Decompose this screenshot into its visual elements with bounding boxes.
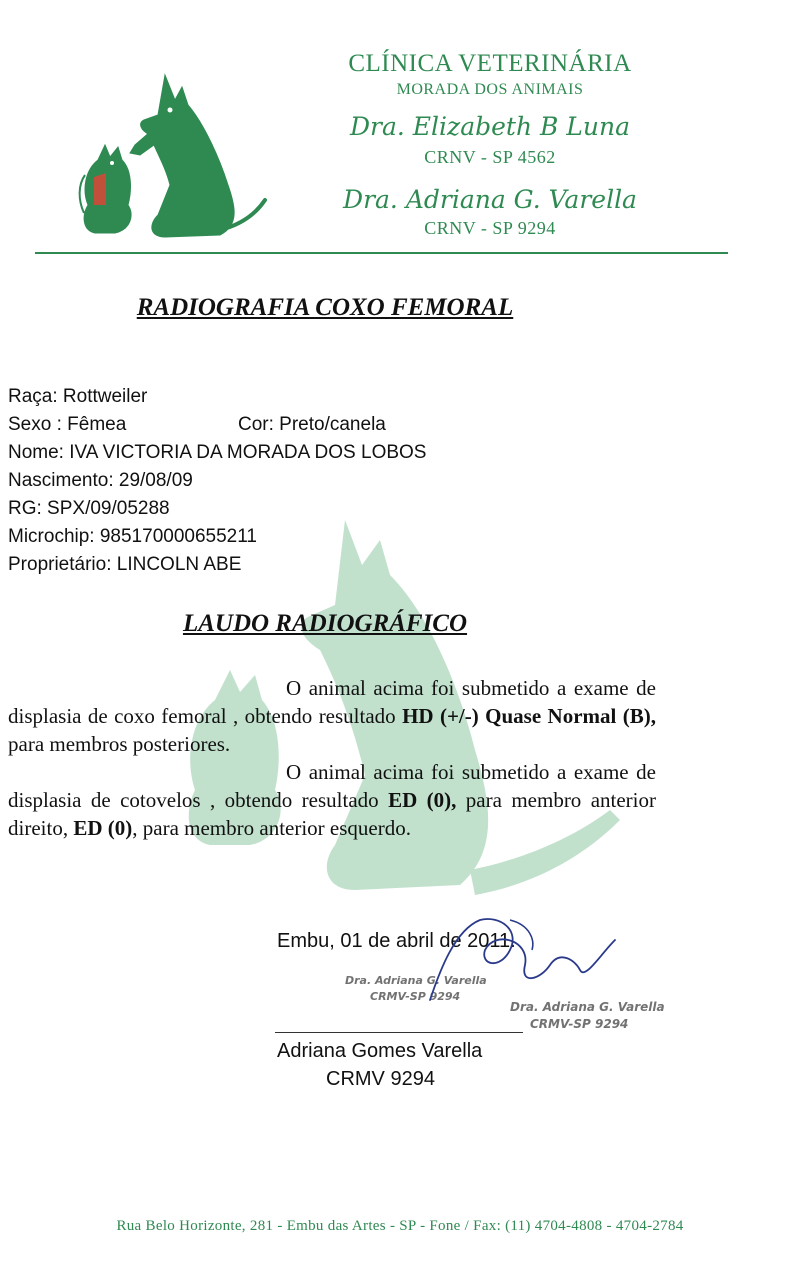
stamp-1-line-2: CRMV-SP 9294 [370, 990, 461, 1003]
laudo-title: LAUDO RADIOGRÁFICO [182, 610, 468, 637]
handwritten-signature [400, 910, 630, 1030]
footer-address: Rua Belo Horizonte, 281 - Embu das Artes - SP - Fone / Fax: (11) 4704-4808 - 4704-2784 [116, 1218, 684, 1234]
clinic-name: CLÍNICA VETERINÁRIA [348, 50, 632, 77]
p2-result-left: ED (0) [73, 816, 133, 840]
p1-result: HD (+/-) Quase Normal (B), [402, 704, 656, 728]
p2-result-right: ED (0), [388, 788, 457, 812]
place-date: Embu, 01 de abril de 2011. [277, 930, 516, 952]
p1-text-b: para membros posteriores. [8, 732, 231, 756]
p2-text-b: para membro anterior direito, [8, 788, 657, 840]
doctor-2-registration: CRNV - SP 9294 [424, 218, 556, 238]
color-line: Cor: Preto/canela [238, 414, 386, 435]
dog-and-cat-logo-icon [70, 65, 295, 245]
signer-registration: CRMV 9294 [326, 1068, 435, 1090]
signature-line [275, 1032, 523, 1033]
owner-line: Proprietário: LINCOLN ABE [8, 554, 242, 575]
rg-line: RG: SPX/09/05288 [8, 498, 170, 519]
signer-name: Adriana Gomes Varella [277, 1040, 483, 1062]
sex-line: Sexo : Fêmea [8, 414, 127, 435]
doctor-2-signature: Dra. Adriana G. Varella [343, 185, 637, 214]
report-title: RADIOGRAFIA COXO FEMORAL [136, 294, 514, 321]
doctor-1-registration: CRNV - SP 4562 [424, 147, 556, 167]
clinic-subtitle: MORADA DOS ANIMAIS [396, 81, 584, 98]
laudo-paragraph-2 [8, 758, 656, 842]
stamp-1-line-1: Dra. Adriana G. Varella [345, 974, 487, 987]
p2-text-c: , para membro anterior esquerdo. [132, 816, 411, 840]
microchip-line: Microchip: 985170000655211 [8, 526, 257, 547]
header-divider [35, 252, 728, 254]
stamp-2-line-1: Dra. Adriana G. Varella [510, 1000, 665, 1014]
breed-line: Raça: Rottweiler [8, 386, 148, 407]
name-line: Nome: IVA VICTORIA DA MORADA DOS LOBOS [8, 442, 427, 463]
doctor-1-signature: Dra. Elizabeth B Luna [349, 112, 631, 141]
p2-text-a: O animal acima foi submetido a exame de displasia de cotovelos , obtendo resultado [8, 760, 656, 812]
laudo-paragraph-1 [8, 674, 656, 758]
birth-line: Nascimento: 29/08/09 [8, 470, 193, 491]
stamp-2-line-2: CRMV-SP 9294 [530, 1017, 629, 1031]
p1-text-a: O animal acima foi submetido a exame de displasia de coxo femoral , obtendo resultado [8, 676, 656, 728]
